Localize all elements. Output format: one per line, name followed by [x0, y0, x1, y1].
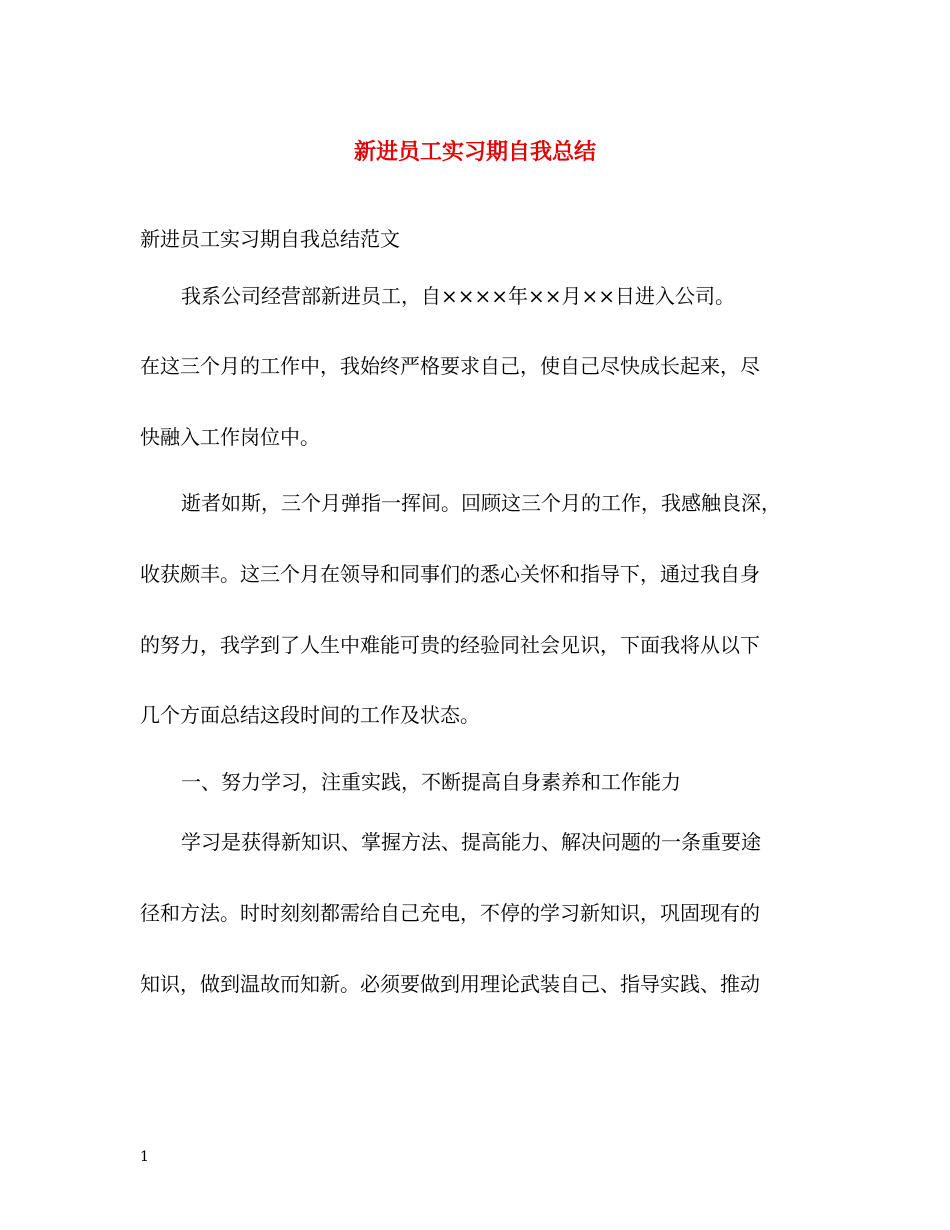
paragraph-line: 我系公司经营部新进员工，自××××年××月××日进入公司。: [181, 284, 736, 308]
paragraph-line: 在这三个月的工作中，我始终严格要求自己，使自己尽快成长起来，尽: [140, 354, 760, 378]
paragraph-line: 学习是获得新知识、掌握方法、提高能力、解决问题的一条重要途: [181, 830, 761, 854]
document-subtitle: 新进员工实习期自我总结范文: [140, 227, 400, 251]
document-title: 新进员工实习期自我总结: [353, 139, 596, 165]
paragraph-line: 知识，做到温故而知新。必须要做到用理论武装自己、指导实践、推动: [140, 972, 760, 996]
paragraph-line: 径和方法。时时刻刻都需给自己充电，不停的学习新知识，巩固现有的: [140, 901, 760, 925]
paragraph-line: 收获颇丰。这三个月在领导和同事们的悉心关怀和指导下，通过我自身: [140, 562, 760, 586]
paragraph-line: 几个方面总结这段时间的工作及状态。: [140, 703, 480, 727]
page-number: 1: [140, 1149, 149, 1165]
paragraph-line: 的努力，我学到了人生中难能可贵的经验同社会见识，下面我将从以下: [140, 633, 760, 657]
section-heading: 一、努力学习，注重实践，不断提高自身素养和工作能力: [181, 770, 681, 794]
paragraph-line: 快融入工作岗位中。: [140, 425, 320, 449]
paragraph-line: 逝者如斯，三个月弹指一挥间。回顾这三个月的工作，我感触良深，: [181, 491, 781, 515]
